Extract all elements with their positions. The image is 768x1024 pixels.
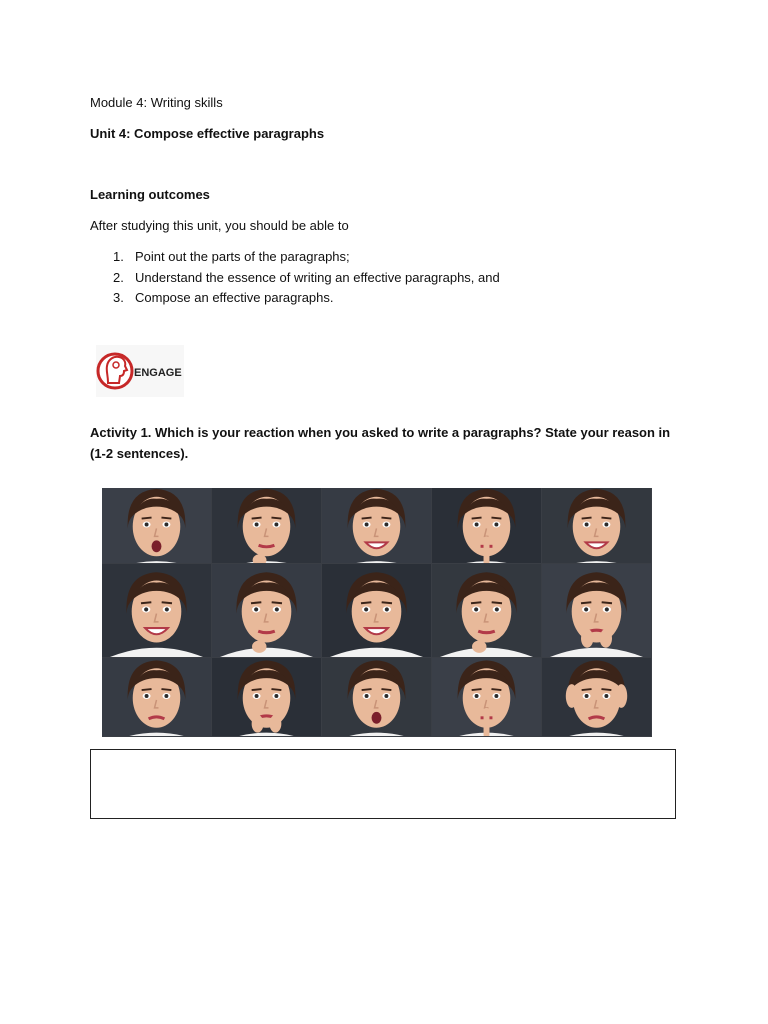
list-item — [90, 269, 500, 290]
face-photo-anxious — [542, 564, 652, 658]
face-photo-pondering — [212, 564, 322, 658]
outcome-number: 1. — [113, 249, 124, 264]
outcome-number: 2. — [113, 269, 124, 285]
engage-logo — [96, 345, 184, 397]
expression-photo-grid — [102, 488, 652, 737]
face-photo-shocked — [322, 658, 432, 737]
face-photo-shushing — [432, 488, 542, 564]
outcome-number: 3. — [113, 290, 124, 305]
face-photo-headache — [542, 658, 652, 737]
outcomes-list — [90, 248, 500, 310]
face-photo-frowning — [102, 658, 212, 737]
head-profile-icon — [96, 345, 184, 397]
outcome-text: Understand the essence of writing an effective paragraphs, and — [135, 269, 500, 285]
outcome-text: Compose an effective paragraphs. — [135, 290, 334, 305]
engage-label: ENGAGE — [134, 367, 182, 379]
learning-outcomes-heading: Learning outcomes — [90, 187, 210, 202]
face-photo-shushing — [432, 658, 542, 737]
outcome-text: Point out the parts of the paragraphs; — [135, 249, 350, 264]
face-photo-winking-smile — [322, 564, 432, 658]
unit-title: Unit 4: Compose effective paragraphs — [90, 126, 325, 141]
answer-box[interactable] — [90, 749, 676, 819]
face-photo-winking — [102, 564, 212, 658]
face-photo-scared — [212, 658, 322, 737]
module-title: Module 4: Writing skills — [90, 95, 223, 110]
activity-prompt: Activity 1. Which is your reaction when you asked to write a paragraphs? State your reason in (1-2 sentences). — [90, 425, 671, 461]
face-photo-grinning — [542, 488, 652, 564]
face-photo-surprised — [102, 488, 212, 564]
intro-sentence: After studying this unit, you should be able to — [90, 218, 349, 233]
face-photo-thinking — [212, 488, 322, 564]
face-photo-hmm — [432, 564, 542, 658]
list-item — [90, 289, 500, 310]
face-photo-smiling — [322, 488, 432, 564]
list-item — [90, 248, 500, 269]
